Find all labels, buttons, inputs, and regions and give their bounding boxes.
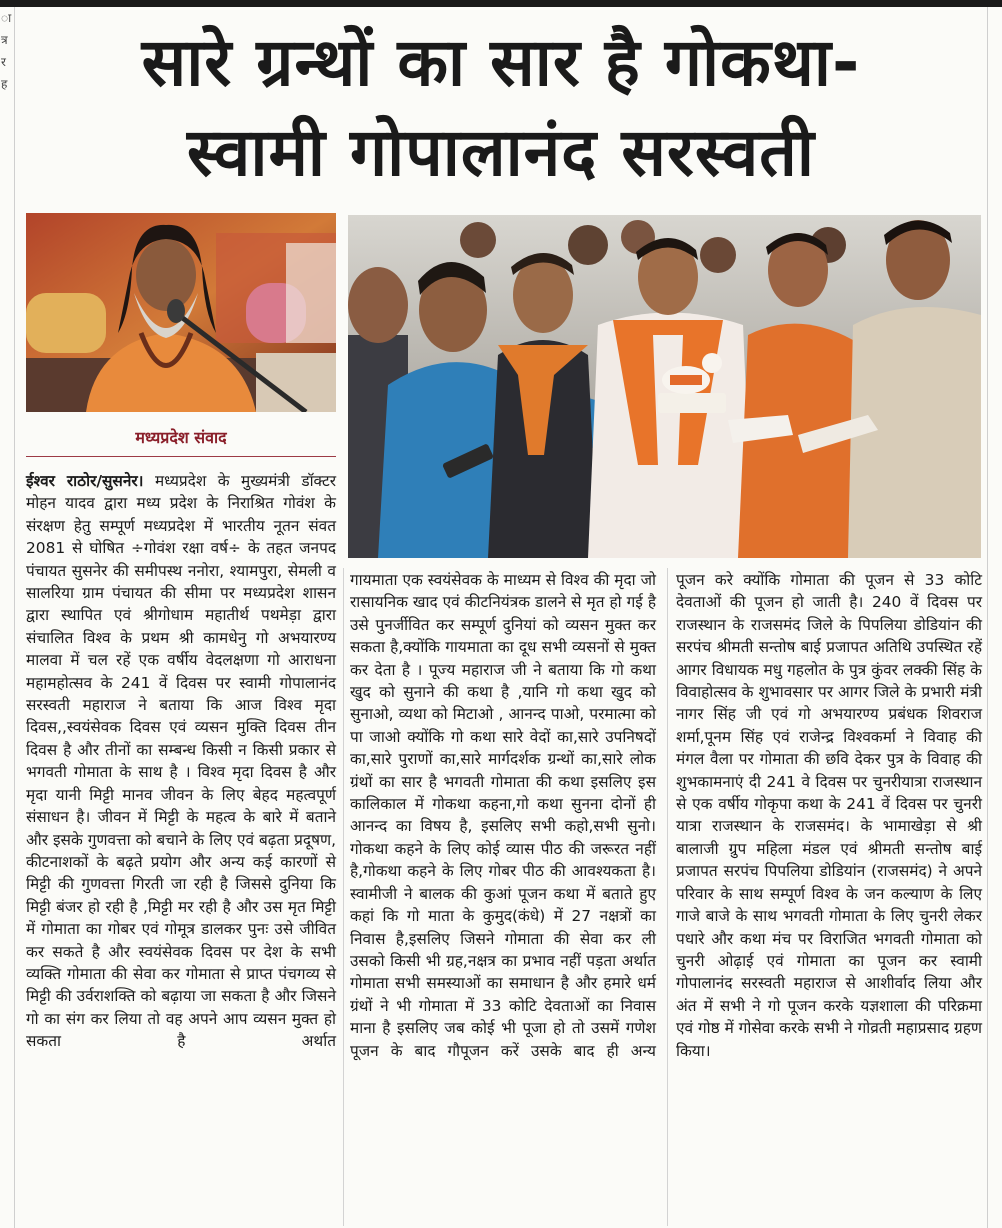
image-caption: मध्यप्रदेश संवाद — [26, 420, 336, 457]
headline-line-1: सारे ग्रन्थों का सार है गोकथा- — [141, 24, 861, 101]
article-paragraph — [26, 470, 336, 1053]
strip-char: ा — [1, 11, 12, 25]
article-text-col2: गायमाता एक स्वयंसेवक के माध्यम से विश्व की मृदा जो रासायनिक खाद एवं कीटनियंत्रक डालने से मृत हो गई है उसे पुनर्जीवित कर सम्पूर्ण दुनियां को व्यसन मुक्त कर सकता है,क्योंकि गायमाता का दूध सभी व्यसनों से मुक्त कर देता है । पूज्य महाराज जी ने बताया कि गो कथा खुद को सुनाने की कथा है ,यानि गो कथा खुद को सुनाओ, व्यथा को मिटाओ , आनन्द पाओ, परमात्मा को पा जाओ क्योंकि गो कथा सारे वेदों का,सारे उपनिषदों का,सारे पुराणों का,सारे मार्गदर्शक ग्रन्थों का,सारे लोक ग्रंथों का सार है भगवती गोमाता की कथा इसलिए इस कालिकाल में गोकथा कहना,गो कथा सुनना दोनों ही आनन्द का विषय है, इसलिए सभी कहो,सभी सुनो। गोकथा कहने के लिए कोई व्यास पीठ की जरूरत नहीं है,गोकथा कहने के लिए गोबर पीठ की आवश्यकता है। स्वामीजी ने बालक की कुआं पूजन कथा में बताते हुए कहां कि गो माता के कुमुद(कंधे) में 27 नक्षत्रों का निवास है,इसलिए जिसने गोमाता की सेवा कर ली उसको किसी भी ग्रह,नक्षत्र का प्रभाव नहीं पड़ता अर्थात गोमाता सभी समस्याओं का समाधान है और हमारे धर्म ग्रंथों ने भी गोमाता में 33 कोटि देवताओं का निवास माना है इसलिए जब कोई भी पूजा हो तो उसमें गणेश पूजन के बाद गौपूजन करें उसके बाद ही अन्य — [350, 571, 656, 1060]
column-divider — [667, 568, 668, 1226]
article-byline: ईश्वर राठोर/सुसनेर। — [26, 472, 144, 490]
adjacent-article-strip — [0, 7, 15, 1228]
article-text-col3: पूजन करे क्योंकि गोमाता की पूजन से 33 कोटि देवताओं की पूजन हो जाती है। 240 वें दिवस पर राजस्थान के राजसमंद जिले के पिपलिया डोडियांन की सरपंच श्रीमती सन्तोष बाई प्रजापत अतिथि उपस्थित रहें आगर विधायक मधु गहलोत के पुत्र कुंवर लक्की सिंह के विवाहोत्सव के शुभावसार पर आगर जिले के प्रभारी मंत्री नागर सिंह जी एवं गो अभयारण्य प्रबंधक शिवराज शर्मा,पूनम सिंह एवं राजेन्द्र विश्वकर्मा ने विवाह की मंगल वैला पर गोमाता की छवि देकर पुत्र के विवाह की शुभकामनाएं दी 241 वे दिवस पर चुनरीयात्रा राजस्थान से एक वर्षीय गोकृपा कथा के 241 वें दिवस पर चुनरी यात्रा राजस्थान के राजसमंद। के भामाखेड़ा से श्री बालाजी ग्रुप महिला मंडल एवं श्रीमती सन्तोष बाई प्रजापत सरपंच पिपलिया डोडियांन (राजसमंद) ने अपने परिवार के साथ सम्पूर्ण विश्व के जन कल्याण के लिए गाजे बाजे के साथ भगवती गोमाता के लिए चुनरी लेकर पधारे और कथा मंच पर विराजित भगवती गोमाता को चुनरी ओढ़ाई एवं गोमाता का पूजन कर स्वामी गोपालानंद सरस्वती महाराज से आशीर्वाद लिया और अंत में सभी ने गो पूजन करके यज्ञशाला की परिक्रमा एवं गोष्ठ में गोसेवा करके सभी ने गोव्रती महाप्रसाद ग्रहण किया। — [676, 571, 982, 1060]
article-column-2 — [350, 569, 656, 1227]
article-column-1 — [26, 470, 336, 1225]
column-divider — [343, 568, 344, 1226]
headline — [20, 18, 982, 198]
article-column-3 — [676, 569, 982, 1227]
strip-char: र — [1, 55, 6, 69]
headline-line-2: स्वामी गोपालानंद सरस्वती — [186, 114, 816, 191]
article-text-col1: मध्यप्रदेश के मुख्यमंत्री डॉक्टर मोहन यादव द्वारा मध्य प्रदेश के निराश्रित गोवंश के संरक्षण हेतु सम्पूर्ण मध्यप्रदेश में भारतीय नूतन संवत 2081 से घोषित ÷गोवंश रक्षा वर्ष÷ के तहत जनपद पंचायत सुसनेर की समीपस्थ ननोरा, श्यामपुरा, सेमली व सालरिया ग्राम पंचायत की सीमा पर मध्यप्रदेश शासन द्वारा स्थापित एवं श्रीगोधाम महातीर्थ पथमेड़ा द्वारा संचालित विश्व के प्रथम श्री कामधेनु गो अभयारण्य मालवा में चल रहें एक वर्षीय वेदलक्षणा गो आराधना महामहोत्सव के 241 वें दिवस पर स्वामी गोपालानंद सरस्वती महाराज ने बताया कि आज विश्व मृदा दिवस,,स्वयंसेवक दिवस एवं व्यसन मुक्ति दिवस तीन दिवस है और तीनों का सम्बन्ध किसी न किसी प्रकार से भगवती गोमाता के साथ है । विश्व मृदा दिवस है और मृदा यानी मिट्टी मानव जीवन के लिए बेहद महत्वपूर्ण संसाधन है। जीवन में मिट्टी के महत्व के बारे में बताने और इसके गुणवत्ता को बचाने के लिए एवं बढ़ता प्रदूषण, कीटनाशकों के बढ़ते प्रयोग और अन्य कई कारणों से मिट्टी की गुणवत्ता गिरती जा रही है जिससे दुनिया कि मिट्टी बंजर हो रही है ,मिट्टी मर रही है और उस मृत मिट्टी में गोमाता का गोबर एवं गोमूत्र डालकर पुनः उसे जीवित कर सकते है और स्वयंसेवक दिवस पर देश के सभी व्यक्ति गोमाता की सेवा कर गोमाता से प्राप्त पंचगव्य से मिट्टी की उर्वराशक्ति को बढ़ाया जा सकता है और जिसने गो का संग कर लिया तो वह अपने आप व्यसन मुक्त हो सकता है अर्थात — [26, 472, 336, 1051]
page-top-rule — [0, 0, 1002, 7]
right-column-rule — [987, 7, 988, 1228]
strip-char: त्र — [1, 33, 8, 47]
photo-group-presentation — [348, 215, 981, 558]
strip-char: ह — [1, 77, 8, 91]
photo-swami-speaking — [26, 213, 336, 412]
